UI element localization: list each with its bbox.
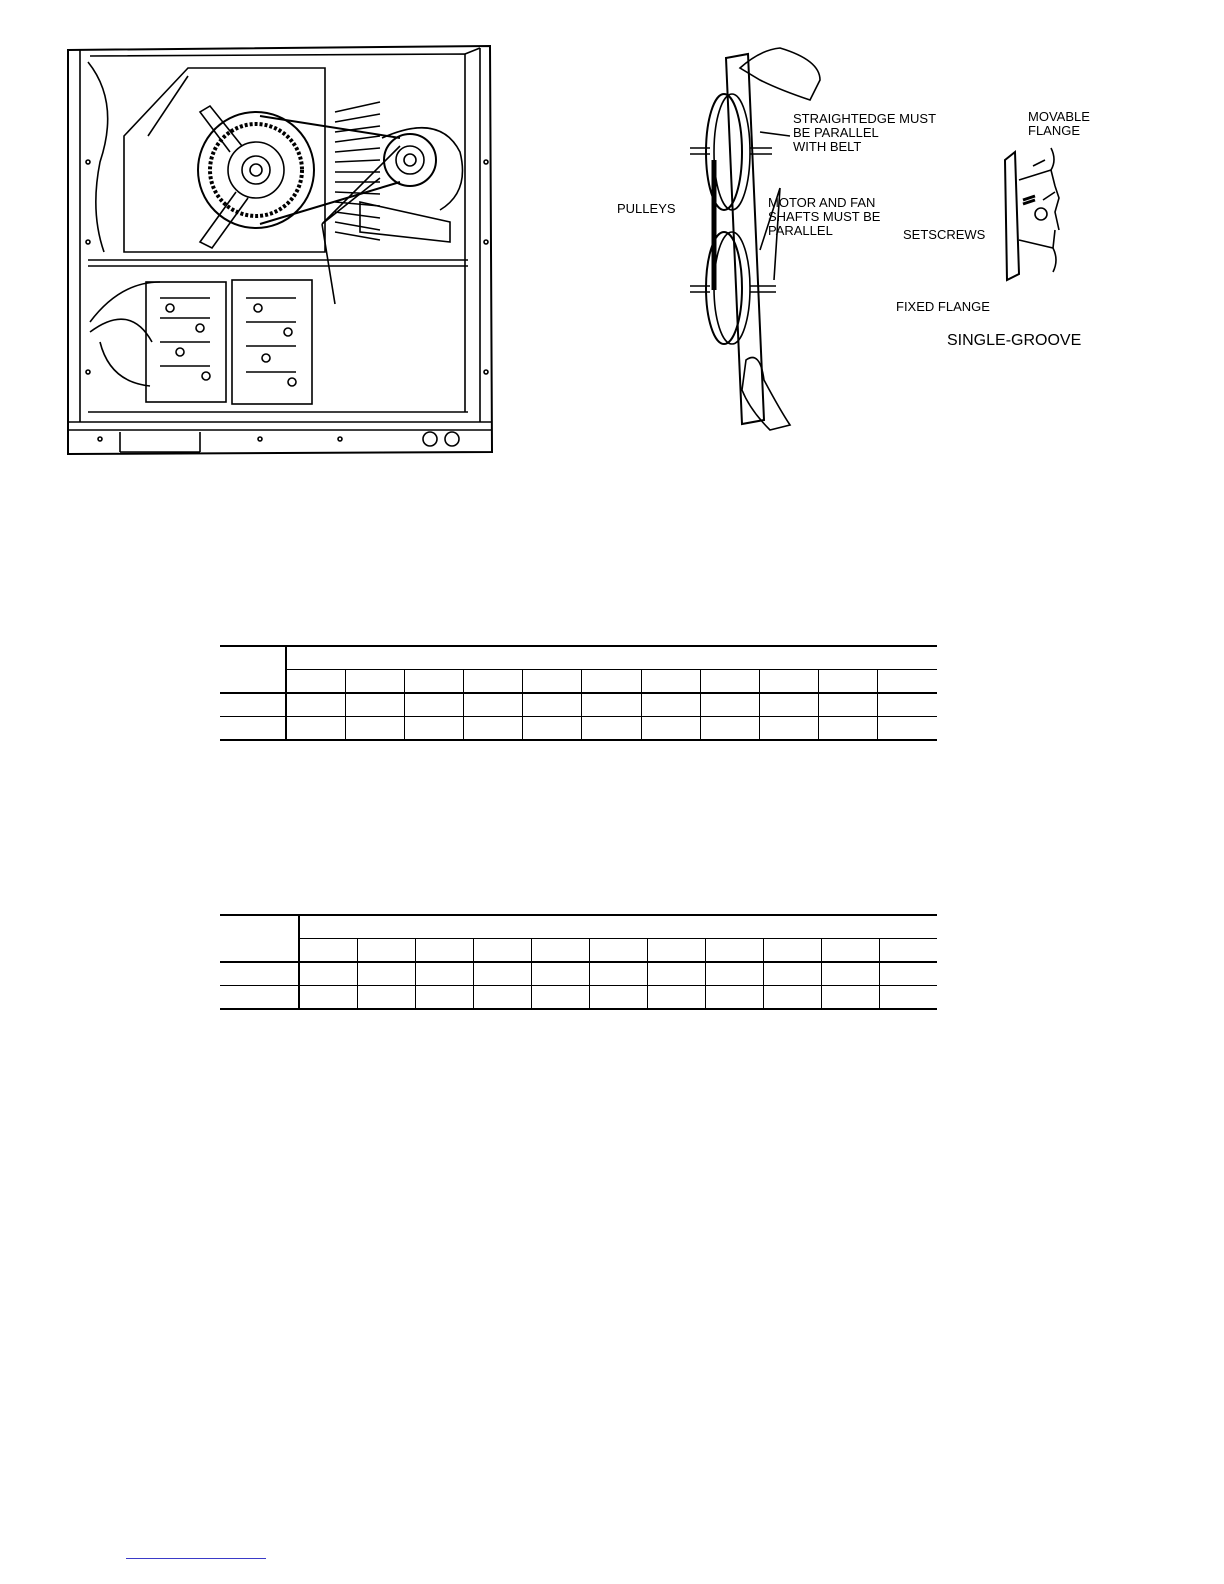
table-2-corner-cell: [220, 915, 299, 962]
table-2: [220, 914, 937, 1010]
table-1-corner-cell: [220, 646, 286, 693]
unit-interior-illustration: [60, 42, 500, 462]
setscrews-label: SETSCREWS: [903, 227, 986, 242]
movable-flange-label: MOVABLE FLANGE: [1028, 109, 1090, 138]
table-2-group-header: [299, 915, 937, 939]
pulleys-label: PULLEYS: [617, 201, 676, 216]
single-groove-pulley-illustration: [995, 140, 1095, 300]
table-row: [220, 693, 937, 717]
footer-link-rule[interactable]: [126, 1558, 266, 1560]
single-groove-label: SINGLE-GROOVE: [947, 332, 1082, 349]
shafts-label: MOTOR AND FAN SHAFTS MUST BE PARALLEL: [768, 195, 881, 238]
table-1: [220, 645, 937, 741]
table-row: [220, 986, 937, 1010]
straightedge-label: STRAIGHTEDGE MUST BE PARALLEL WITH BELT: [793, 111, 937, 154]
table-row: [220, 717, 937, 741]
fixed-flange-label: FIXED FLANGE: [896, 299, 990, 314]
table-1-group-header: [286, 646, 937, 670]
table-row: [220, 962, 937, 986]
